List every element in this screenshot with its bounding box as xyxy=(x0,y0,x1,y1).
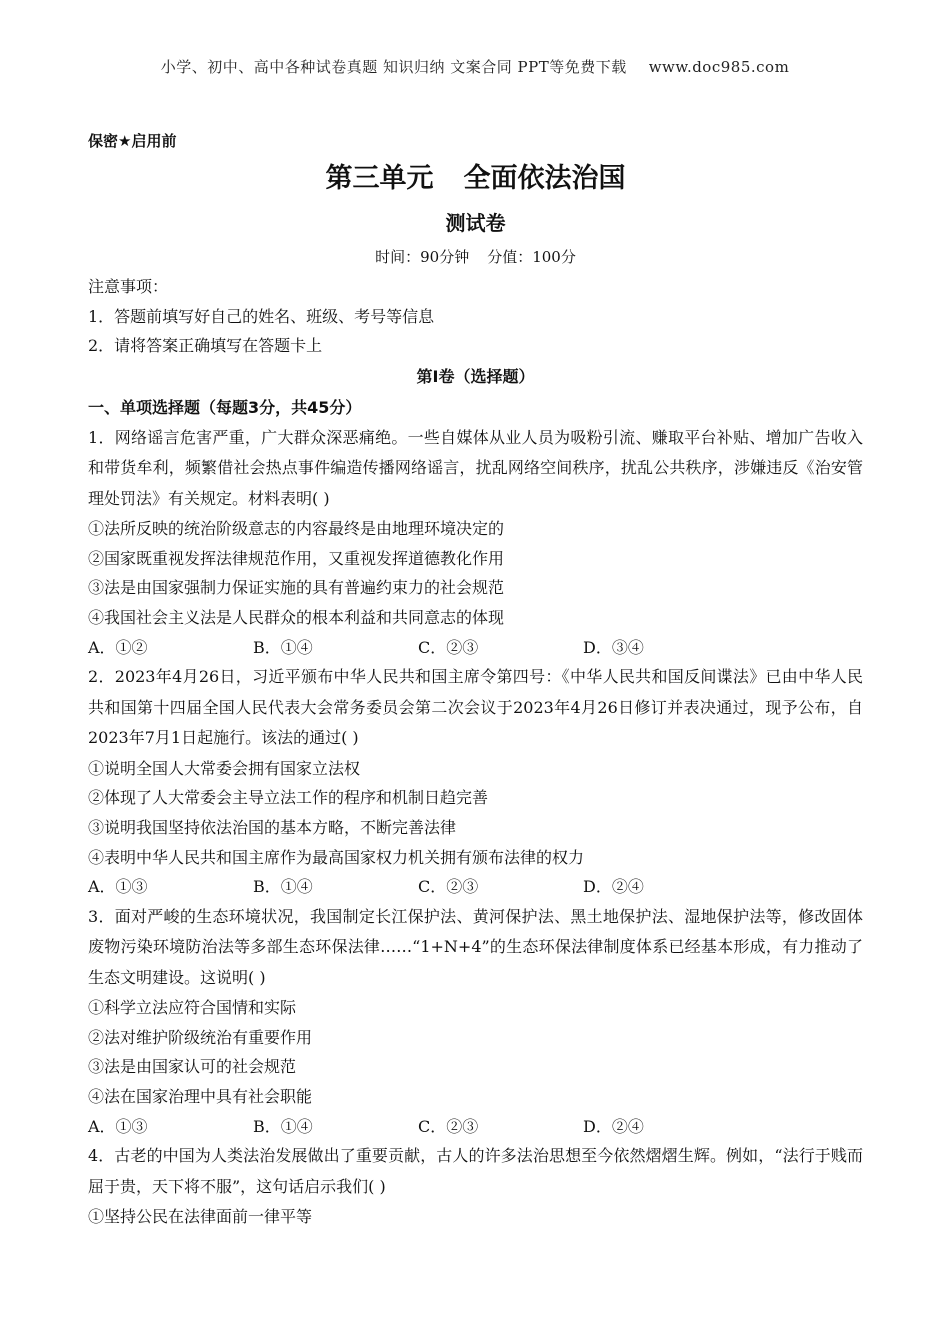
statement: ③法是由国家认可的社会规范 xyxy=(88,1057,297,1077)
option-b: B．①④ xyxy=(253,637,313,657)
question-stem: 2．2023年4月26日，习近平颁布中华人民共和国主席令第四号：《中华人民共和国反间谍法》已由中华人民共和国第十四届全国人民代表大会常务委员会第二次会议于2023年4月26日修订并表决通过，现予公布，自2023年7月1日起施行。该法的通过( ) xyxy=(88,667,863,748)
statement: ①坚持公民在法律面前一律平等 xyxy=(88,1207,313,1227)
options-row xyxy=(88,872,863,902)
section-heading: 第I卷（选择题） xyxy=(416,366,535,386)
option-d: D．③④ xyxy=(583,637,644,657)
statement: ③说明我国坚持依法治国的基本方略，不断完善法律 xyxy=(88,817,457,837)
sub-title: 测试卷 xyxy=(445,211,506,235)
option-b: B．①④ xyxy=(253,877,313,897)
option-d: D．②④ xyxy=(583,1116,644,1136)
unit-title-text: 全面依法治国 xyxy=(463,163,626,194)
statement: ②体现了人大常委会主导立法工作的程序和机制日趋完善 xyxy=(88,788,489,808)
question-4 xyxy=(88,1141,863,1232)
statement: ①法所反映的统治阶级意志的内容最终是由地理环境决定的 xyxy=(88,519,505,539)
statement: ④我国社会主义法是人民群众的根本利益和共同意志的体现 xyxy=(88,608,505,628)
question-stem: 1．网络谣言危害严重，广大群众深恶痛绝。一些自媒体从业人员为吸粉引流、赚取平台补贴、增加广告收入和带货牟利，频繁借社会热点事件编造传播网络谣言，扰乱网络空间秩序，扰乱公共秩序，涉嫌违反《治安管理处罚法》有关规定。材料表明( ) xyxy=(88,427,863,508)
notes-label: 注意事项： xyxy=(88,277,169,296)
exam-time: 时间：90分钟 xyxy=(375,248,470,266)
exam-meta xyxy=(88,242,863,272)
question-stem: 4．古老的中国为人类法治发展做出了重要贡献，古人的许多法治思想至今依然熠熠生辉。例如，“法行于贱而屈于贵，天下将不服”，这句话启示我们( ) xyxy=(88,1146,863,1196)
page-title xyxy=(88,158,863,200)
question-2 xyxy=(88,662,863,901)
option-b: B．①④ xyxy=(253,1116,313,1136)
header-banner-text: 小学、初中、高中各种试卷真题 知识归纳 文案合同 PPT等免费下载 xyxy=(160,58,627,76)
option-a: A．①② xyxy=(88,637,148,657)
statement: ④法在国家治理中具有社会职能 xyxy=(88,1087,313,1106)
statement: ④表明中华人民共和国主席作为最高国家权力机关拥有颁布法律的权力 xyxy=(88,847,585,867)
options-row xyxy=(88,633,863,663)
exam-page xyxy=(88,128,863,1232)
confidential-label: 保密★启用前 xyxy=(88,132,177,150)
option-c: C．②③ xyxy=(418,637,479,657)
statement: ②国家既重视发挥法律规范作用，又重视发挥道德教化作用 xyxy=(88,548,505,568)
question-1 xyxy=(88,423,863,662)
part-heading: 一、单项选择题（每题3分，共45分） xyxy=(88,397,362,417)
statement: ②法对维护阶级统治有重要作用 xyxy=(88,1027,313,1047)
note-item: 2．请将答案正确填写在答题卡上 xyxy=(88,336,323,356)
statement: ①说明全国人大常委会拥有国家立法权 xyxy=(88,758,361,778)
option-a: A．①③ xyxy=(88,1116,148,1136)
note-item: 1．答题前填写好自己的姓名、班级、考号等信息 xyxy=(88,306,435,326)
option-c: C．②③ xyxy=(418,1116,479,1136)
statement: ①科学立法应符合国情和实际 xyxy=(88,998,297,1018)
question-stem: 3．面对严峻的生态环境状况，我国制定长江保护法、黄河保护法、黑土地保护法、湿地保护法等，修改固体废物污染环境防治法等多部生态环保法律……“1+N+4”的生态环保法律制度体系已经基本形成，有力推动了生态文明建设。这说明( ) xyxy=(88,906,863,987)
unit-label: 第三单元 xyxy=(325,163,434,194)
option-c: C．②③ xyxy=(418,877,479,897)
option-d: D．②④ xyxy=(583,877,644,897)
header-site-link[interactable]: www.doc985.com xyxy=(648,58,790,76)
question-3 xyxy=(88,902,863,1141)
option-a: A．①③ xyxy=(88,877,148,897)
exam-score: 分值：100分 xyxy=(487,248,576,266)
options-row xyxy=(88,1112,863,1142)
header-banner xyxy=(0,56,950,77)
statement: ③法是由国家强制力保证实施的具有普遍约束力的社会规范 xyxy=(88,578,505,598)
